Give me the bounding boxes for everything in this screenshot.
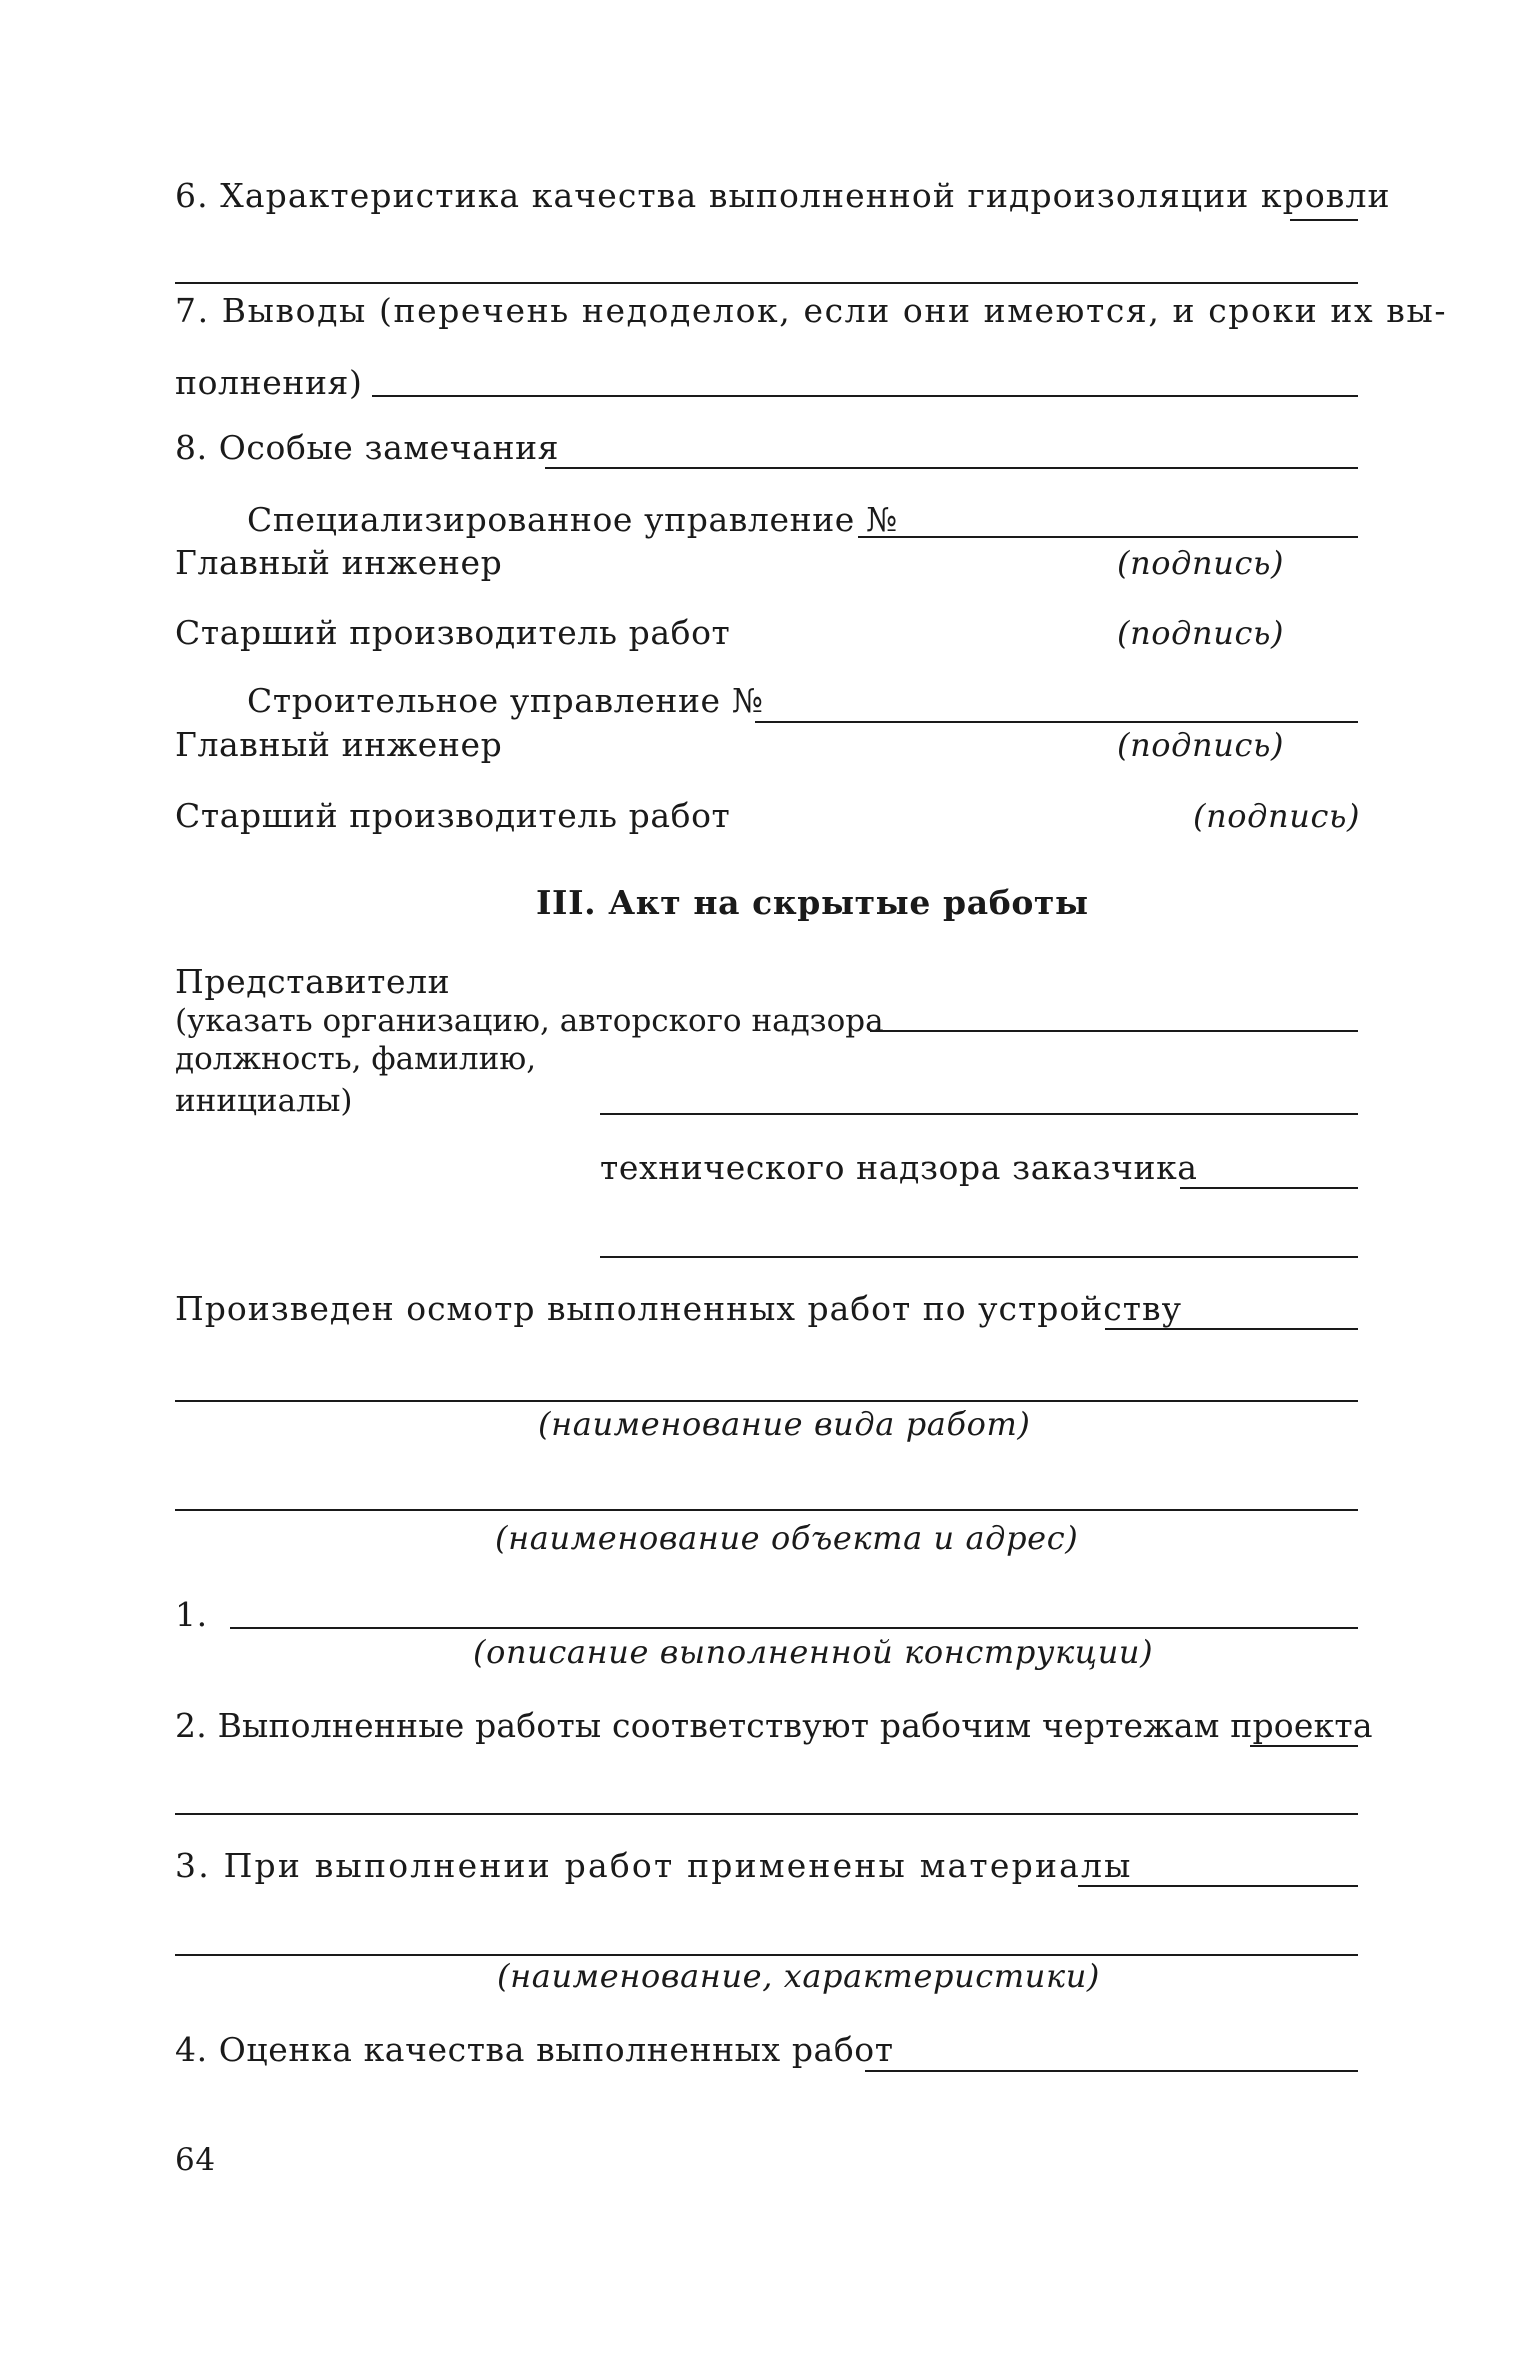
item-6-text: 6. Характеристика качества выполненной гидроизоляции кровли (175, 176, 1391, 215)
item-6-blank[interactable] (1290, 219, 1358, 221)
item-7-blank[interactable] (372, 395, 1358, 397)
work-type-line[interactable] (175, 1400, 1358, 1402)
spec-management-number-blank[interactable] (858, 536, 1358, 538)
item-1-number: 1. (175, 1595, 208, 1634)
item-3-text: 3. При выполнении работ применены материалы (175, 1846, 1133, 1885)
spec-management-label: Специализированное управление № (247, 500, 898, 539)
chief-engineer-1-label: Главный инженер (175, 543, 503, 582)
item-4-text: 4. Оценка качества выполненных работ (175, 2030, 894, 2069)
signature-4-caption: (подпись) (1193, 797, 1361, 835)
tech-supervision-label: технического надзора заказчика (600, 1148, 1198, 1187)
tech-supervision-blank-2[interactable] (600, 1256, 1358, 1258)
author-supervision-blank[interactable] (870, 1030, 1358, 1032)
item-7-text-line1: 7. Выводы (перечень недоделок, если они имеются, и сроки их вы- (175, 291, 1448, 330)
page-number: 64 (175, 2142, 216, 2178)
representatives-note-1: (указать организацию, авторского надзора (175, 1003, 884, 1039)
representatives-note-2: должность, фамилию, (175, 1041, 537, 1077)
inspection-text: Произведен осмотр выполненных работ по устройству (175, 1289, 1183, 1328)
constr-management-number-blank[interactable] (755, 721, 1358, 723)
inspection-blank[interactable] (1105, 1328, 1358, 1330)
item-4-blank[interactable] (865, 2070, 1358, 2072)
tech-supervision-blank[interactable] (1180, 1187, 1358, 1189)
senior-works-1-label: Старший производитель работ (175, 613, 731, 652)
work-type-caption: (наименование вида работ) (538, 1405, 1031, 1443)
item-6-continuation-line[interactable] (175, 282, 1358, 284)
item-2-text: 2. Выполненные работы соответствуют рабочим чертежам проекта (175, 1706, 1373, 1745)
construction-caption: (описание выполненной конструкции) (473, 1633, 1154, 1671)
item-2-continuation-line[interactable] (175, 1813, 1358, 1815)
section-3-heading: III. Акт на скрытые работы (536, 883, 1089, 922)
chief-engineer-2-label: Главный инженер (175, 725, 503, 764)
representatives-note-3: инициалы) (175, 1083, 353, 1119)
representatives-label: Представители (175, 962, 451, 1001)
item-7-text-line2: полнения) (175, 363, 363, 402)
object-address-line[interactable] (175, 1509, 1358, 1511)
item-3-blank[interactable] (1078, 1885, 1358, 1887)
item-2-blank[interactable] (1250, 1745, 1358, 1747)
signature-3-caption: (подпись) (1117, 726, 1285, 764)
signature-1-caption: (подпись) (1117, 544, 1285, 582)
item-1-blank[interactable] (230, 1627, 1358, 1629)
object-address-caption: (наименование объекта и адрес) (495, 1519, 1079, 1557)
materials-caption: (наименование, характеристики) (497, 1957, 1100, 1995)
senior-works-2-label: Старший производитель работ (175, 796, 731, 835)
item-8-blank[interactable] (545, 467, 1358, 469)
author-supervision-blank-2[interactable] (600, 1113, 1358, 1115)
signature-2-caption: (подпись) (1117, 614, 1285, 652)
item-8-text: 8. Особые замечания (175, 428, 560, 467)
constr-management-label: Строительное управление № (247, 681, 764, 720)
